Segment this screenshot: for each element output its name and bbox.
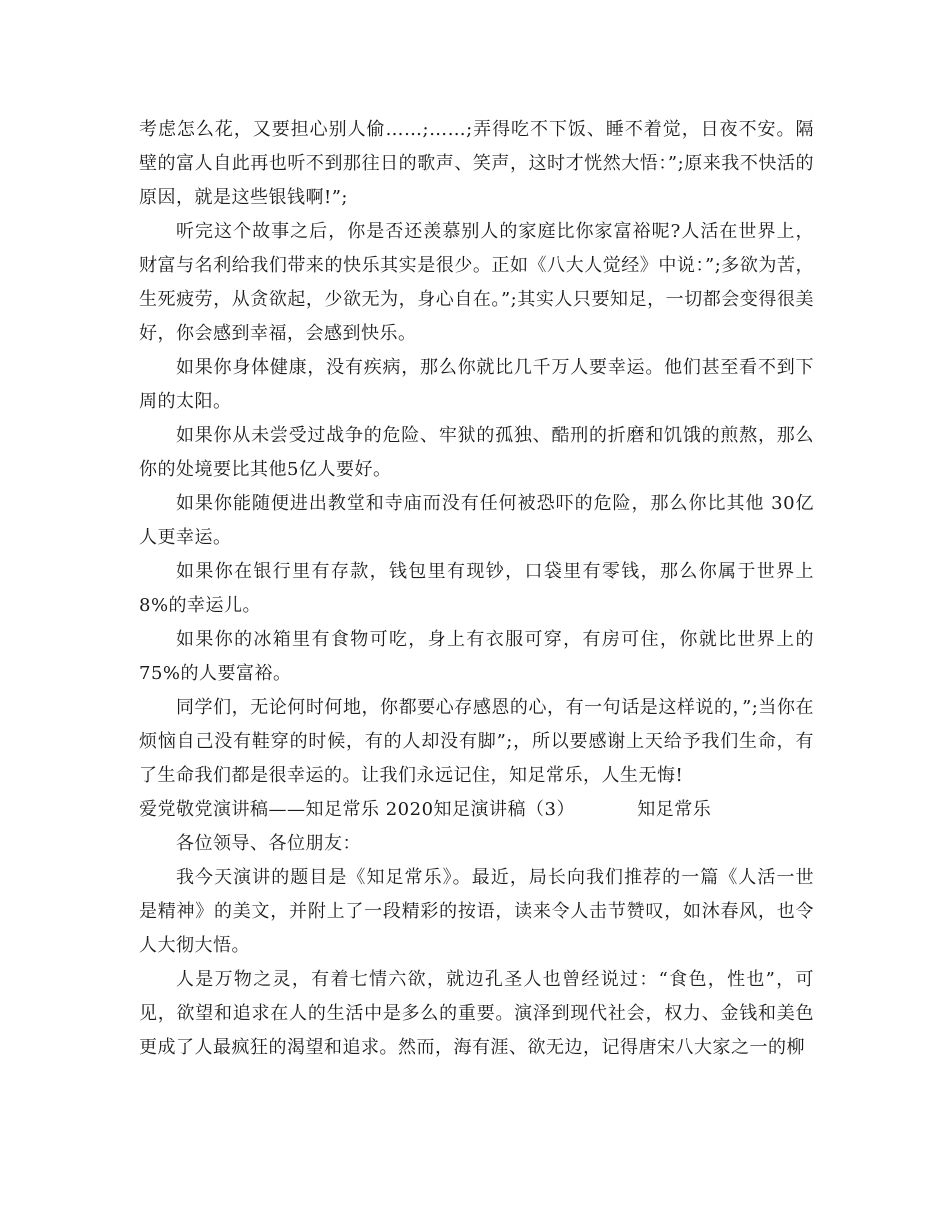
paragraph-continued: 考虑怎么花，又要担心别人偷……;……;弄得吃不下饭、睡不着觉，日夜不安。隔壁的富人自此再也听不到那往日的歌声、笑声，这时才恍然大悟：”;原来我不快活的原因，就是这些银钱啊!”;	[139, 119, 814, 208]
salutation: 各位领导、各位朋友：	[176, 833, 361, 854]
paragraph: 听完这个故事之后，你是否还羡慕别人的家庭比你家富裕呢?人活在世界上，财富与名利给我们带来的快乐其实是很少。正如《八大人觉经》中说：”;多欲为苦，生死疲劳，从贪欲起，少欲无为，身心自在。”;其实人只要知足，一切都会变得很美好，你会感到幸福，会感到快乐。	[139, 221, 814, 344]
paragraph: 如果你从未尝受过战争的危险、牢狱的孤独、酷刑的折磨和饥饿的煎熬，那么你的处境要比其他5亿人要好。	[139, 425, 814, 480]
paragraph: 我今天演讲的题目是《知足常乐》。最近，局长向我们推荐的一篇《人活一世是精神》的美文，并附上了一段精彩的按语，读来令人击节赞叹，如沐春风，也令人大彻大悟。	[139, 867, 814, 956]
paragraph: 如果你身体健康，没有疾病，那么你就比几千万人要幸运。他们甚至看不到下周的太阳。	[139, 357, 814, 412]
paragraph: 如果你的冰箱里有食物可吃，身上有衣服可穿，有房可住，你就比世界上的75%的人要富裕。	[139, 629, 814, 684]
section-heading: 爱党敬党演讲稿——知足常乐 2020知足演讲稿（3） 知足常乐	[139, 799, 712, 820]
paragraph: 如果你能随便进出教堂和寺庙而没有任何被恐吓的危险，那么你比其他 30亿人更幸运。	[139, 493, 814, 548]
paragraph: 如果你在银行里有存款，钱包里有现钞，口袋里有零钱，那么你属于世界上8%的幸运儿。	[139, 561, 814, 616]
paragraph: 同学们，无论何时何地，你都要心存感恩的心，有一句话是这样说的，”;当你在烦恼自己没有鞋穿的时候，有的人却没有脚”;，所以要感谢上天给予我们生命，有了生命我们都是很幸运的。让我们永远记住，知足常乐，人生无悔!	[139, 697, 814, 786]
paragraph: 人是万物之灵，有着七情六欲，就边孔圣人也曾经说过：“食色，性也”，可见，欲望和追求在人的生活中是多么的重要。演泽到现代社会，权力、金钱和美色更成了人最疯狂的渴望和追求。然而，海有涯、欲无边，记得唐宋八大家之一的柳	[139, 969, 814, 1058]
document-page	[139, 113, 814, 1065]
